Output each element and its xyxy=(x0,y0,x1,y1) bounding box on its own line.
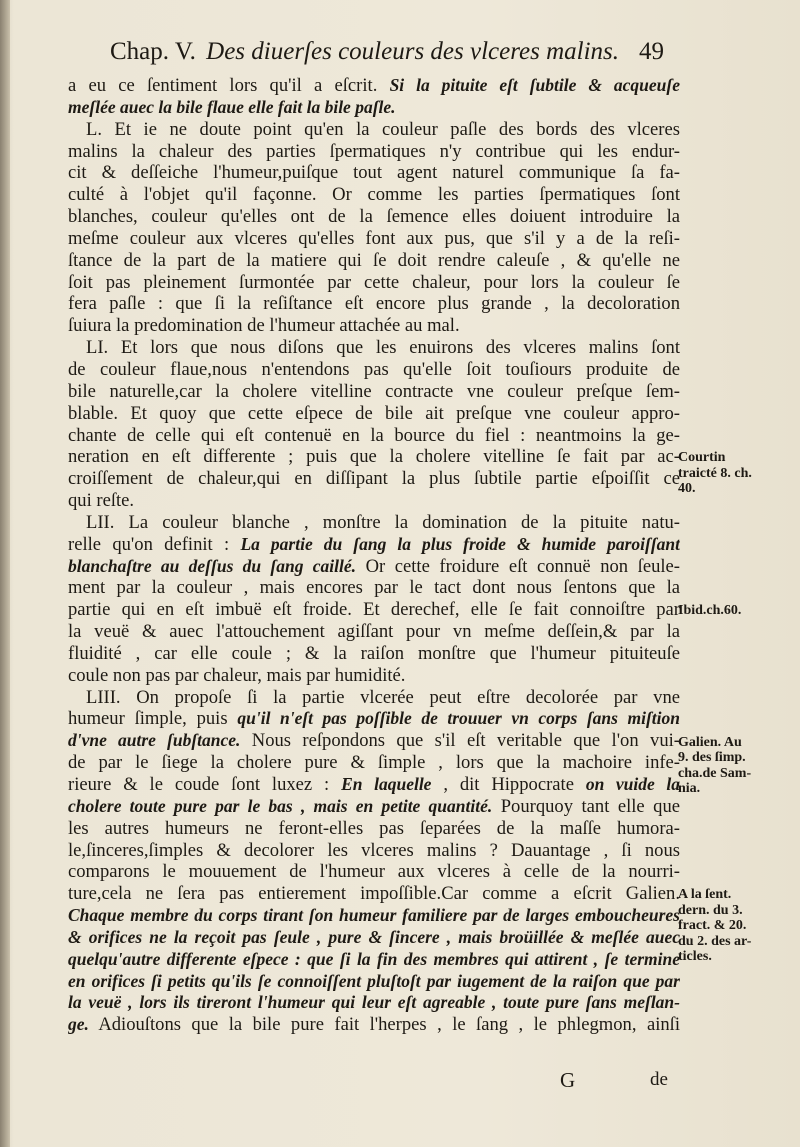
margin-note-line: ticles. xyxy=(678,949,712,965)
text-span: LIII. On propoſe ſi la partie vlcerée peut eſtre decolorée par vne xyxy=(86,686,680,708)
text-line xyxy=(68,272,680,294)
text-line xyxy=(68,687,680,709)
margin-note xyxy=(678,887,796,965)
text-line xyxy=(68,818,680,840)
signature-mark: G xyxy=(560,1068,576,1092)
text-line xyxy=(68,643,680,665)
text-line xyxy=(68,359,680,381)
italic-span: & orifices ne la reçoit pas ſeule , pure & ſincere , mais broüillée & meſlée auec xyxy=(68,926,680,947)
text-span: ment par la couleur , mais encores par le tact dont nous ſentons que la xyxy=(68,577,680,599)
text-line xyxy=(68,97,680,119)
text-span: neration en eſt differente ; puis que la cholere vitelline ſe fait par ac- xyxy=(68,446,680,468)
italic-span: on vuide la xyxy=(585,774,680,794)
margin-note-line: Galien. Au xyxy=(678,734,742,750)
text-line xyxy=(68,971,680,993)
text-span: , dit Hippocrate xyxy=(431,774,586,795)
text-span: le,ſinceres,ſimples & decolorer les vlceres malins ? Dauantage , ſi nous xyxy=(68,839,680,861)
book-spine-shadow xyxy=(0,0,10,1147)
text-span: chante de celle qui eſt contenuë en la bource du fiel : neantmoins la ge- xyxy=(68,424,680,446)
text-span: L. Et ie ne doute point qu'en la couleur paſle des bords des vlceres xyxy=(86,118,680,140)
margin-note-line: Ibid.ch.60. xyxy=(678,603,742,619)
text-span: blable. Et quoy que cette eſpece de bile ait preſque vne couleur appro- xyxy=(68,402,680,424)
text-line xyxy=(68,534,680,556)
text-span: LII. La couleur blanche , monſtre la domination de la pituite natu- xyxy=(86,511,680,533)
margin-note-line: traicté 8. ch. xyxy=(678,465,752,481)
italic-span: blanchaſtre au deſſus du ſang caillé. xyxy=(68,555,357,576)
text-line xyxy=(68,162,680,184)
text-span: qui reſte. xyxy=(68,490,135,512)
text-span: partie qui en eſt imbuë eſt froide. Et derechef, elle ſe fait connoiſtre par xyxy=(68,599,680,621)
text-line xyxy=(68,774,680,796)
main-text xyxy=(68,75,680,1036)
text-span: ſoit pas pleinement ſurmontée par cette chaleur, pour lors la couleur ſe xyxy=(68,271,680,293)
text-line xyxy=(68,949,680,971)
text-line xyxy=(68,927,680,949)
text-line xyxy=(68,883,680,905)
text-span: ſtance de la part de la matiere qui ſe doit rendre caleuſe , & qu'elle ne xyxy=(68,249,680,271)
text-line xyxy=(68,730,680,752)
italic-span: quelqu'autre differente eſpece : que ſi la fin des membres qui attirent , ſe termine xyxy=(68,948,680,969)
text-span: culté à l'objet qu'il façonne. Or comme les parties ſpermatiques ſont xyxy=(68,184,680,206)
italic-span: la veuë , lors ils tireront l'humeur qui leur eſt agreable , toute pure ſans meſlan- xyxy=(68,992,680,1013)
text-line xyxy=(68,796,680,818)
text-span: les autres humeurs ne feront-elles pas ſeparées de la maſſe humora- xyxy=(68,817,680,839)
chapter-label: Chap. V. xyxy=(110,38,196,65)
margin-note xyxy=(678,450,796,497)
italic-span: en orifices ſi petits qu'ils ſe connoiſſent pluſtoſt par iugement de la raiſon que par xyxy=(68,970,680,991)
italic-span: meſlée auec la bile flaue elle fait la bile paſle. xyxy=(68,96,396,117)
text-span: Pourquoy tant elle que xyxy=(492,795,680,817)
text-span: humeur ſimple, puis xyxy=(68,708,238,730)
chapter-title: Des diuerſes couleurs des vlceres malins. xyxy=(206,38,620,65)
text-line xyxy=(68,381,680,403)
margin-note-line: du 2. des ar- xyxy=(678,933,752,949)
text-line xyxy=(68,337,680,359)
margin-note-line: 9. des ſimp. xyxy=(678,750,746,765)
italic-span: Si la pituite eſt ſubtile & acqueuſe xyxy=(389,75,680,95)
text-line xyxy=(68,468,680,490)
margin-note-line: Courtin xyxy=(678,450,726,466)
text-line xyxy=(68,840,680,862)
text-line xyxy=(68,708,680,730)
text-line xyxy=(68,665,680,687)
margin-note xyxy=(678,603,796,619)
text-span: ſuiura la predomination de l'humeur attachée au mal. xyxy=(68,315,460,337)
text-line xyxy=(68,752,680,774)
italic-span: En laquelle xyxy=(341,774,432,794)
text-span: ture,cela ne ſera pas entierement impoſſible.Car comme a eſcrit Galien. xyxy=(68,883,680,905)
text-span: la veuë & auec l'attouchement agiſſant pour vn meſme deſſein,& par la xyxy=(68,621,680,643)
text-span: meſme couleur aux vlceres qu'elles font aux pus, que s'il y a de la reſi- xyxy=(68,227,680,249)
text-span: fera paſle : que ſi la reſiſtance eſt encore plus grande , la decoloration xyxy=(68,293,680,315)
text-line xyxy=(68,490,680,512)
italic-span: La partie du ſang la plus froide & humide paroiſſant xyxy=(240,533,680,554)
text-line xyxy=(68,992,680,1014)
italic-span: qu'il n'eſt pas poſſible de trouuer vn corps ſans miſtion xyxy=(237,708,680,729)
text-span: blanches, couleur qu'elles ont de la ſemence elles doiuent introduire la xyxy=(68,206,680,228)
text-line xyxy=(68,250,680,272)
text-line xyxy=(68,206,680,228)
text-span: de par le ſiege la cholere pure & ſimple , lors que la machoire infe- xyxy=(68,752,680,774)
text-line xyxy=(68,141,680,163)
margin-note-line: dern. du 3. xyxy=(678,902,743,918)
text-span: cit & deſſeiche l'humeur,puiſque tout agent naturel communique ſa fa- xyxy=(68,162,680,184)
text-span: relle qu'on definit : xyxy=(68,533,241,555)
text-span: Or cette froidure eſt connuë non ſeule- xyxy=(356,555,680,577)
margin-note-line: 40. xyxy=(678,481,696,497)
text-line xyxy=(68,861,680,883)
italic-span: d'vne autre ſubſtance. xyxy=(68,730,241,751)
text-line xyxy=(68,315,680,337)
italic-span: ge. xyxy=(68,1014,89,1035)
page-number: 49 xyxy=(639,38,664,65)
text-span: bile naturelle,car la cholere vitelline contracte vne couleur preſque ſem- xyxy=(68,380,680,402)
text-span: fluidité , car elle coule ; & la raiſon monſtre que l'humeur pituiteuſe xyxy=(68,642,680,664)
margin-note xyxy=(678,735,796,797)
text-line xyxy=(68,1014,680,1036)
margin-note-line: cha.de Sam- xyxy=(678,765,752,781)
text-line xyxy=(68,599,680,621)
running-header xyxy=(110,38,670,72)
text-span: malins la chaleur des parties ſpermatiques n'y contribue qui les endur- xyxy=(68,140,680,162)
text-line xyxy=(68,119,680,141)
text-span: de couleur flaue,nous n'entendons pas qu'elle ſoit touſiours produite de xyxy=(68,358,680,380)
margin-note-line: nia. xyxy=(678,781,701,796)
text-line xyxy=(68,228,680,250)
text-span: comparons le mouuement de l'humeur aux vlceres à celle de la nourri- xyxy=(68,861,680,883)
text-span: croiſſement de chaleur,qui en diſſipant la plus ſubtile partie eſpoiſſit ce xyxy=(68,468,680,490)
text-span: LI. Et lors que nous diſons que les enuirons des vlceres malins ſont xyxy=(86,337,680,359)
text-span: a eu ce ſentiment lors qu'il a eſcrit. xyxy=(68,75,390,96)
text-line xyxy=(68,446,680,468)
text-line xyxy=(68,184,680,206)
catchword: de xyxy=(650,1069,668,1090)
text-span: coule non pas par chaleur, mais par humidité. xyxy=(68,664,406,686)
italic-span: Chaque membre du corps tirant ſon humeur familiere par de larges embouchеures xyxy=(68,905,680,926)
text-line xyxy=(68,556,680,578)
text-line xyxy=(68,75,680,97)
text-line xyxy=(68,621,680,643)
text-line xyxy=(68,577,680,599)
text-span: Adiouſtons que la bile pure fait l'herpes , le ſang , le phlegmon, ainſi xyxy=(88,1014,680,1036)
italic-span: cholere toute pure par le bas , mais en petite quantité. xyxy=(68,795,493,816)
text-line xyxy=(68,293,680,315)
text-span: rieure & le coude ſont luxez : xyxy=(68,774,342,795)
text-line xyxy=(68,403,680,425)
margin-note-line: fract. & 20. xyxy=(678,918,747,934)
margin-note-line: A la ſent. xyxy=(678,887,732,903)
text-line xyxy=(68,905,680,927)
text-line xyxy=(68,425,680,447)
text-line xyxy=(68,512,680,534)
text-span: Nous reſpondons que s'il eſt veritable que l'on vui- xyxy=(240,730,680,752)
